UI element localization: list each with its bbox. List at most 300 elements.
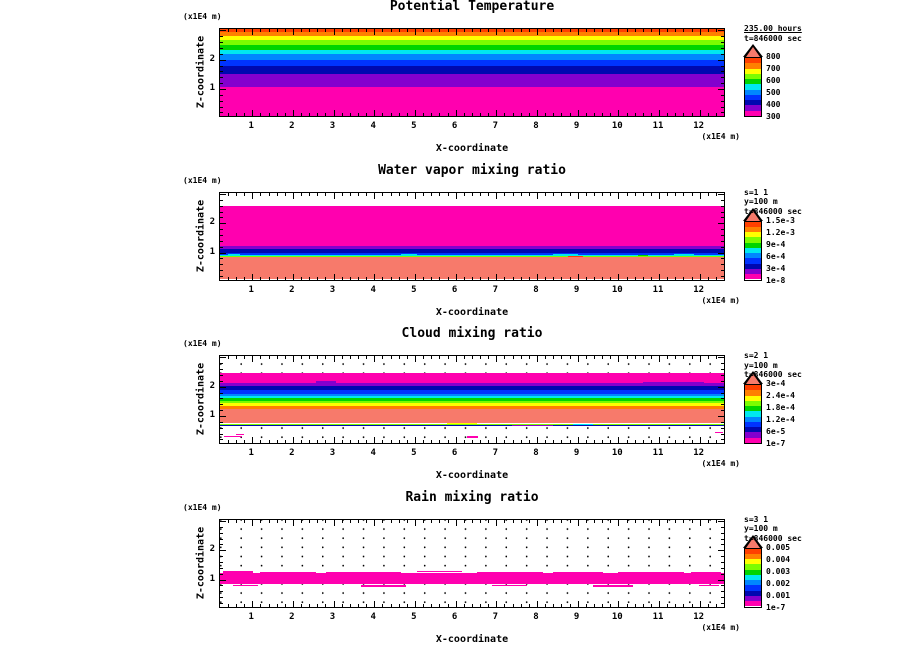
contour-dash	[477, 572, 543, 573]
z-tick	[721, 404, 724, 405]
x-tick	[716, 356, 717, 359]
x-tick	[252, 274, 253, 280]
x-tick	[667, 277, 668, 280]
x-tick	[350, 29, 351, 32]
x-tick	[610, 193, 611, 196]
x-tick	[529, 193, 530, 196]
x-tick	[431, 604, 432, 607]
z-tick	[220, 217, 223, 218]
x-tick	[423, 604, 424, 607]
x-tick	[496, 110, 497, 116]
x-tick	[529, 356, 530, 359]
contour-dash	[643, 382, 703, 384]
colorbar-label: 1e-7	[766, 602, 786, 612]
x-tick	[366, 604, 367, 607]
z-tick	[718, 60, 724, 61]
x-tick	[382, 277, 383, 280]
x-tick	[667, 356, 668, 359]
x-tick	[472, 29, 473, 32]
x-tick-label: 3	[329, 121, 336, 131]
z-tick	[721, 527, 724, 528]
x-tick	[659, 193, 660, 199]
legend-text: t=846000 sec	[744, 370, 802, 379]
x-tick	[561, 520, 562, 523]
z-tick	[718, 89, 724, 90]
x-tick-label: 12	[693, 284, 705, 295]
z-tick	[220, 229, 223, 230]
x-tick	[252, 110, 253, 116]
x-tick	[496, 601, 497, 607]
x-tick	[472, 604, 473, 607]
x-tick	[374, 520, 375, 526]
z-tick	[220, 54, 223, 55]
panel-title: Water vapor mixing ratio	[378, 162, 566, 178]
x-tick	[269, 356, 270, 359]
x-tick	[423, 277, 424, 280]
z-tick	[220, 580, 226, 581]
x-tick	[374, 110, 375, 116]
x-tick-label: 7	[492, 284, 499, 295]
x-tick-label: 8	[533, 448, 539, 458]
colorbar-label: 0.005	[766, 542, 791, 552]
x-tick	[667, 604, 668, 607]
x-tick	[407, 440, 408, 443]
x-tick	[236, 29, 237, 32]
x-tick	[683, 520, 684, 523]
x-tick	[513, 193, 514, 196]
x-tick	[708, 440, 709, 443]
x-tick	[488, 604, 489, 607]
x-tick	[578, 356, 579, 362]
x-tick	[423, 356, 424, 359]
x-tick	[423, 29, 424, 32]
x-tick	[683, 440, 684, 443]
x-tick	[561, 113, 562, 116]
x-tick	[244, 193, 245, 196]
x-tick	[496, 520, 497, 526]
colorbar-overflow-triangle-fill	[746, 47, 760, 57]
x-tick	[293, 601, 294, 607]
x-tick	[521, 520, 522, 523]
x-tick-label: 4	[370, 611, 376, 622]
x-tick	[399, 520, 400, 523]
z-tick	[718, 416, 724, 417]
colorbar-segment	[745, 111, 761, 116]
x-tick	[618, 356, 619, 362]
x-tick	[594, 520, 595, 523]
colorbar-label: 6e-5	[766, 427, 786, 436]
x-tick	[504, 356, 505, 359]
y-axis-unit-label: (x1E4 m)	[183, 175, 222, 185]
x-tick	[651, 604, 652, 607]
x-tick	[472, 193, 473, 196]
z-tick	[220, 270, 223, 271]
x-tick	[635, 356, 636, 359]
x-tick	[269, 277, 270, 280]
x-tick	[683, 604, 684, 607]
x-tick	[325, 193, 326, 196]
x-tick	[293, 356, 294, 362]
x-tick	[602, 193, 603, 196]
z-tick	[721, 241, 724, 242]
contour-band	[220, 409, 724, 424]
x-tick-label: 7	[492, 448, 499, 458]
colorbar-label: 0.004	[766, 554, 791, 564]
x-tick	[521, 113, 522, 116]
z-tick	[721, 410, 724, 411]
x-tick	[358, 440, 359, 443]
x-tick	[301, 193, 302, 196]
x-tick	[277, 113, 278, 116]
x-tick	[293, 29, 294, 35]
x-tick	[700, 601, 701, 607]
x-tick	[334, 356, 335, 362]
x-tick	[325, 113, 326, 116]
contour-band	[220, 66, 724, 74]
x-tick	[537, 29, 538, 35]
x-tick	[456, 274, 457, 280]
x-tick	[610, 29, 611, 32]
x-tick	[277, 520, 278, 523]
z-tick	[721, 95, 724, 96]
x-tick	[708, 113, 709, 116]
x-tick	[545, 520, 546, 523]
x-tick	[692, 277, 693, 280]
x-tick	[350, 604, 351, 607]
x-tick	[382, 440, 383, 443]
x-tick-label: 10	[611, 121, 623, 131]
x-tick	[618, 110, 619, 116]
contour-band	[220, 206, 724, 247]
x-tick	[610, 520, 611, 523]
x-tick	[635, 277, 636, 280]
x-tick	[529, 440, 530, 443]
x-tick	[496, 274, 497, 280]
x-tick-label: 3	[329, 284, 336, 295]
x-tick	[700, 274, 701, 280]
x-tick	[659, 29, 660, 35]
x-tick	[374, 29, 375, 35]
x-tick	[618, 193, 619, 199]
z-tick	[721, 107, 724, 108]
z-tick	[220, 556, 223, 557]
colorbar-label: 3e-4	[766, 263, 786, 273]
x-tick-label: 12	[693, 448, 705, 458]
z-tick	[721, 54, 724, 55]
x-tick	[529, 29, 530, 32]
colorbar-label: 1e-8	[766, 275, 786, 285]
z-tick	[220, 95, 223, 96]
x-tick	[358, 604, 359, 607]
z-tick	[220, 550, 226, 551]
x-tick	[439, 440, 440, 443]
x-tick	[602, 520, 603, 523]
x-tick-label: 12	[693, 611, 705, 622]
panel-title: Cloud mixing ratio	[401, 326, 543, 341]
x-tick	[350, 193, 351, 196]
x-tick	[399, 440, 400, 443]
x-tick	[456, 437, 457, 443]
x-tick	[382, 29, 383, 32]
x-tick	[602, 604, 603, 607]
x-tick-label: 5	[411, 121, 417, 131]
x-tick	[521, 356, 522, 359]
x-tick-label: 2	[289, 448, 295, 458]
x-tick-label: 6	[451, 448, 458, 458]
z-tick	[220, 60, 226, 61]
x-tick	[570, 277, 571, 280]
x-tick	[700, 356, 701, 362]
z-tick	[220, 369, 223, 370]
x-tick	[578, 437, 579, 443]
colorbar-label: 3e-4	[766, 379, 786, 388]
colorbar-label: 2.4e-4	[766, 391, 795, 400]
x-tick	[382, 113, 383, 116]
x-tick	[236, 356, 237, 359]
x-tick-label: 10	[611, 611, 623, 622]
x-tick	[277, 440, 278, 443]
x-tick	[269, 193, 270, 196]
x-tick-label: 2	[289, 284, 295, 295]
x-tick	[464, 440, 465, 443]
z-tick	[721, 562, 724, 563]
x-tick	[627, 193, 628, 196]
x-tick	[456, 601, 457, 607]
x-tick	[570, 113, 571, 116]
legend-text: 235.00 hours	[744, 24, 802, 33]
x-tick	[602, 356, 603, 359]
x-tick	[293, 437, 294, 443]
x-tick	[399, 113, 400, 116]
x-tick	[342, 193, 343, 196]
x-tick	[415, 437, 416, 443]
x-tick	[675, 29, 676, 32]
x-tick	[236, 193, 237, 196]
z-tick	[721, 101, 724, 102]
x-axis-label: X-coordinate	[435, 633, 509, 645]
legend-text: s=1 1	[744, 187, 769, 197]
x-tick	[439, 277, 440, 280]
x-tick	[415, 274, 416, 280]
z-tick	[718, 223, 724, 224]
contour-dash	[224, 436, 242, 437]
x-tick	[659, 356, 660, 362]
x-tick-label: 7	[492, 611, 499, 622]
x-tick	[545, 113, 546, 116]
x-tick	[496, 437, 497, 443]
x-tick	[537, 193, 538, 199]
z-tick	[721, 206, 724, 207]
contour-dash	[223, 571, 253, 572]
x-tick	[285, 356, 286, 359]
x-tick	[683, 29, 684, 32]
x-tick	[407, 356, 408, 359]
x-tick	[334, 29, 335, 35]
x-tick	[228, 356, 229, 359]
z-tick-label: 1	[209, 410, 215, 420]
x-tick	[382, 604, 383, 607]
x-tick-label: 8	[533, 121, 539, 131]
x-tick	[513, 440, 514, 443]
x-tick	[667, 193, 668, 196]
x-tick	[480, 356, 481, 359]
contour-dash	[417, 571, 462, 572]
x-axis-unit-label: (x1E4 m)	[701, 295, 740, 305]
x-tick	[578, 520, 579, 526]
x-tick	[553, 520, 554, 523]
x-tick	[635, 440, 636, 443]
x-tick	[627, 277, 628, 280]
x-tick	[643, 520, 644, 523]
contour-dash	[674, 254, 694, 255]
x-tick	[374, 274, 375, 280]
z-tick-label: 2	[209, 544, 215, 555]
x-tick	[325, 277, 326, 280]
x-tick	[334, 601, 335, 607]
x-tick	[431, 356, 432, 359]
x-tick	[602, 440, 603, 443]
x-tick	[578, 193, 579, 199]
x-tick	[293, 193, 294, 199]
x-tick	[415, 193, 416, 199]
z-axis-label: Z-coordinate	[195, 199, 207, 272]
x-tick	[643, 604, 644, 607]
x-tick	[504, 277, 505, 280]
z-tick	[220, 591, 223, 592]
z-tick	[220, 258, 223, 259]
contour-dash	[553, 572, 603, 573]
x-tick	[635, 604, 636, 607]
x-tick	[228, 440, 229, 443]
z-tick	[721, 235, 724, 236]
contour-dash	[618, 572, 684, 573]
x-tick	[716, 193, 717, 196]
panel-title: Potential Temperature	[389, 0, 555, 14]
x-tick	[358, 356, 359, 359]
x-tick	[415, 520, 416, 526]
x-tick	[586, 113, 587, 116]
x-tick	[716, 604, 717, 607]
x-tick	[643, 113, 644, 116]
x-tick	[342, 440, 343, 443]
x-tick	[700, 193, 701, 199]
x-tick	[537, 437, 538, 443]
z-tick	[220, 428, 223, 429]
x-tick-label: 11	[652, 611, 664, 622]
x-tick	[480, 520, 481, 523]
x-tick	[415, 110, 416, 116]
x-tick	[431, 29, 432, 32]
contour-dash	[316, 381, 336, 383]
x-tick	[399, 193, 400, 196]
z-tick	[220, 544, 223, 545]
x-tick	[342, 520, 343, 523]
x-tick	[448, 440, 449, 443]
x-tick	[448, 356, 449, 359]
z-tick	[718, 30, 724, 31]
x-tick	[391, 356, 392, 359]
x-tick	[529, 277, 530, 280]
x-tick	[309, 113, 310, 116]
x-tick	[448, 604, 449, 607]
x-tick	[513, 29, 514, 32]
x-tick	[358, 113, 359, 116]
colorbar-label: 500	[766, 88, 781, 97]
z-tick	[718, 521, 724, 522]
x-tick	[382, 520, 383, 523]
z-tick	[721, 544, 724, 545]
contour-dash	[553, 254, 578, 255]
z-tick-label: 2	[209, 217, 215, 228]
x-tick	[570, 520, 571, 523]
x-tick	[228, 277, 229, 280]
x-tick	[244, 29, 245, 32]
x-tick	[610, 440, 611, 443]
x-tick	[431, 520, 432, 523]
x-tick	[350, 520, 351, 523]
x-tick	[667, 520, 668, 523]
z-tick	[721, 258, 724, 259]
x-tick	[675, 356, 676, 359]
z-tick	[220, 212, 223, 213]
x-tick	[317, 356, 318, 359]
x-tick	[439, 604, 440, 607]
x-tick	[545, 193, 546, 196]
z-tick	[220, 585, 223, 586]
x-axis-unit-label: (x1E4 m)	[701, 132, 740, 141]
x-tick	[708, 604, 709, 607]
x-tick	[472, 277, 473, 280]
colorbar-label: 400	[766, 100, 781, 109]
contour-band	[220, 425, 724, 426]
contour-dash	[573, 424, 593, 425]
x-tick	[423, 440, 424, 443]
x-tick-label: 4	[370, 121, 376, 131]
x-tick	[675, 604, 676, 607]
x-tick	[260, 29, 261, 32]
x-tick	[439, 113, 440, 116]
x-tick	[317, 277, 318, 280]
contour-band	[220, 87, 724, 116]
x-tick	[488, 520, 489, 523]
x-tick	[700, 520, 701, 526]
x-tick	[659, 437, 660, 443]
x-tick	[521, 29, 522, 32]
z-tick	[718, 550, 724, 551]
x-tick	[513, 113, 514, 116]
x-tick	[260, 356, 261, 359]
z-tick	[721, 112, 724, 113]
colorbar-label: 0.002	[766, 578, 791, 588]
x-tick	[594, 277, 595, 280]
z-tick	[220, 200, 223, 201]
x-tick	[342, 113, 343, 116]
panel-title: Rain mixing ratio	[405, 489, 539, 505]
contour-dash	[691, 572, 721, 573]
contour-dash	[228, 254, 241, 255]
x-tick	[317, 440, 318, 443]
x-tick	[382, 356, 383, 359]
x-tick	[407, 604, 408, 607]
x-tick	[578, 601, 579, 607]
z-tick	[721, 48, 724, 49]
contour-dash	[326, 572, 402, 573]
x-tick	[480, 113, 481, 116]
x-tick	[358, 29, 359, 32]
x-tick	[635, 193, 636, 196]
x-tick	[594, 193, 595, 196]
x-tick	[464, 277, 465, 280]
